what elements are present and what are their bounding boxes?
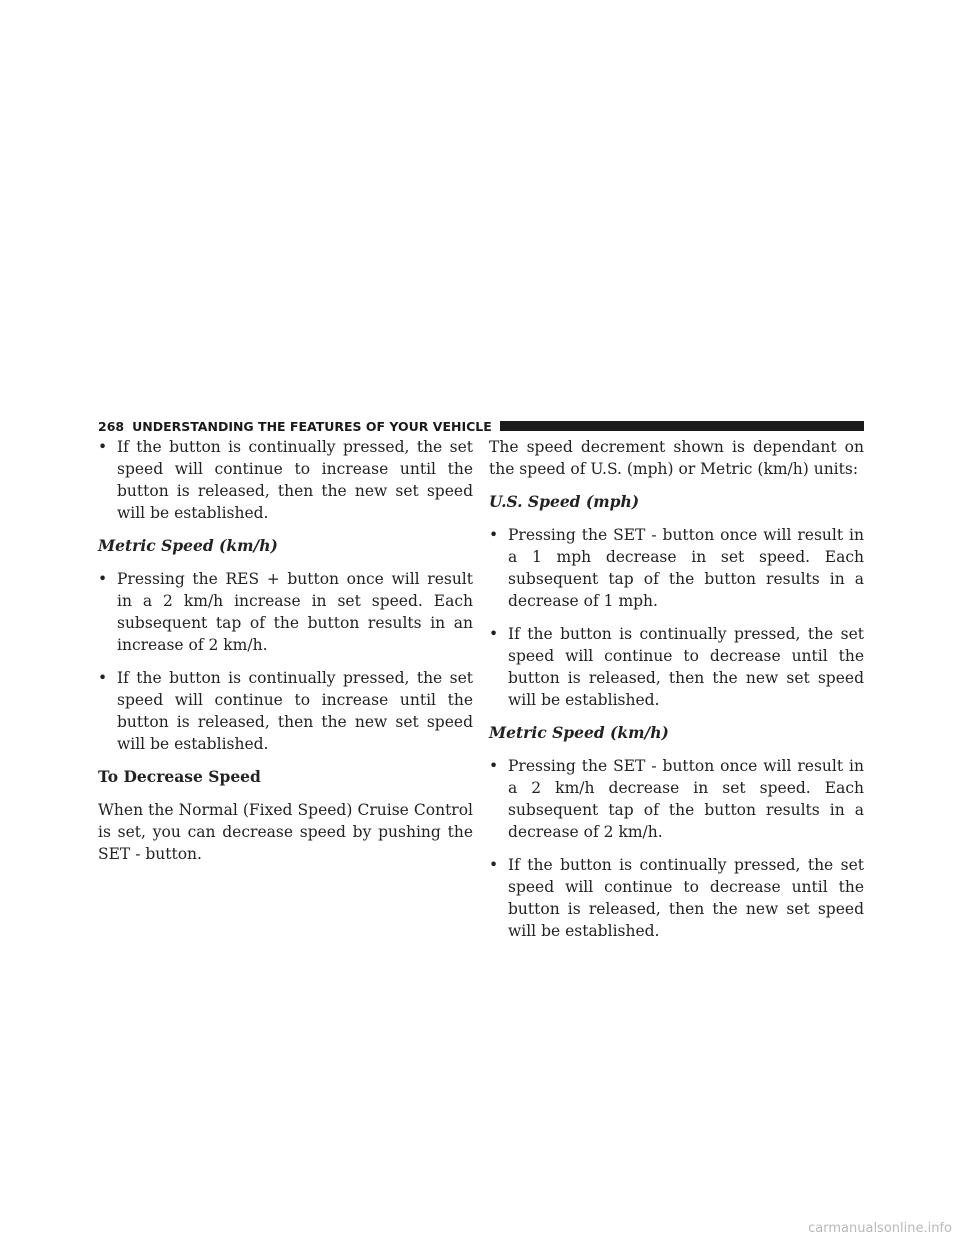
metric-speed-heading: Metric Speed (km/h) — [98, 536, 278, 555]
list-item — [489, 623, 864, 711]
list-item — [98, 667, 473, 755]
watermark-text: carmanualsonline.info — [808, 1221, 952, 1236]
intro-paragraph: The speed decrement shown is dependant on the speed of U.S. (mph) or Metric (km/h) units: — [489, 438, 864, 478]
metric-speed-heading: Metric Speed (km/h) — [489, 723, 669, 742]
list-item — [98, 436, 473, 524]
bullet-mark: • — [98, 438, 108, 456]
list-item-text: Pressing the RES + button once will result in a 2 km/h increase in set speed. Each subsequent tap of the button results in an increase of 2 km/h. — [117, 570, 473, 654]
list-item-text: If the button is continually pressed, the set speed will continue to increase until the button is released, then the new set speed will be established. — [117, 669, 473, 753]
header-rule — [500, 421, 864, 431]
section-title: UNDERSTANDING THE FEATURES OF YOUR VEHICLE — [132, 418, 492, 434]
page-header — [98, 416, 864, 436]
list-item — [489, 854, 864, 942]
right-column — [489, 436, 864, 953]
bullet-mark: • — [489, 757, 499, 775]
decrease-speed-heading: To Decrease Speed — [98, 767, 261, 786]
bullet-mark: • — [489, 856, 499, 874]
page-number: 268 — [98, 418, 125, 434]
us-speed-heading: U.S. Speed (mph) — [489, 492, 640, 511]
decrease-speed-paragraph: When the Normal (Fixed Speed) Cruise Control is set, you can decrease speed by pushing the SET - button. — [98, 801, 473, 863]
list-item-text: If the button is continually pressed, the set speed will continue to decrease until the button is released, then the new set speed will be established. — [508, 856, 864, 940]
bullet-mark: • — [489, 526, 499, 544]
bullet-mark: • — [489, 625, 499, 643]
bullet-mark: • — [98, 669, 108, 687]
list-item — [489, 755, 864, 843]
list-item-text: If the button is continually pressed, the set speed will continue to decrease until the button is released, then the new set speed will be established. — [508, 625, 864, 709]
left-column — [98, 436, 473, 876]
list-item-text: If the button is continually pressed, the set speed will continue to increase until the button is released, then the new set speed will be established. — [117, 438, 473, 522]
list-item-text: Pressing the SET - button once will result in a 2 km/h decrease in set speed. Each subsequent tap of the button results in a decrease of 2 km/h. — [508, 757, 864, 841]
list-item-text: Pressing the SET - button once will result in a 1 mph decrease in set speed. Each subsequent tap of the button results in a decrease of 1 mph. — [508, 526, 864, 610]
bullet-mark: • — [98, 570, 108, 588]
list-item — [489, 524, 864, 612]
list-item — [98, 568, 473, 656]
